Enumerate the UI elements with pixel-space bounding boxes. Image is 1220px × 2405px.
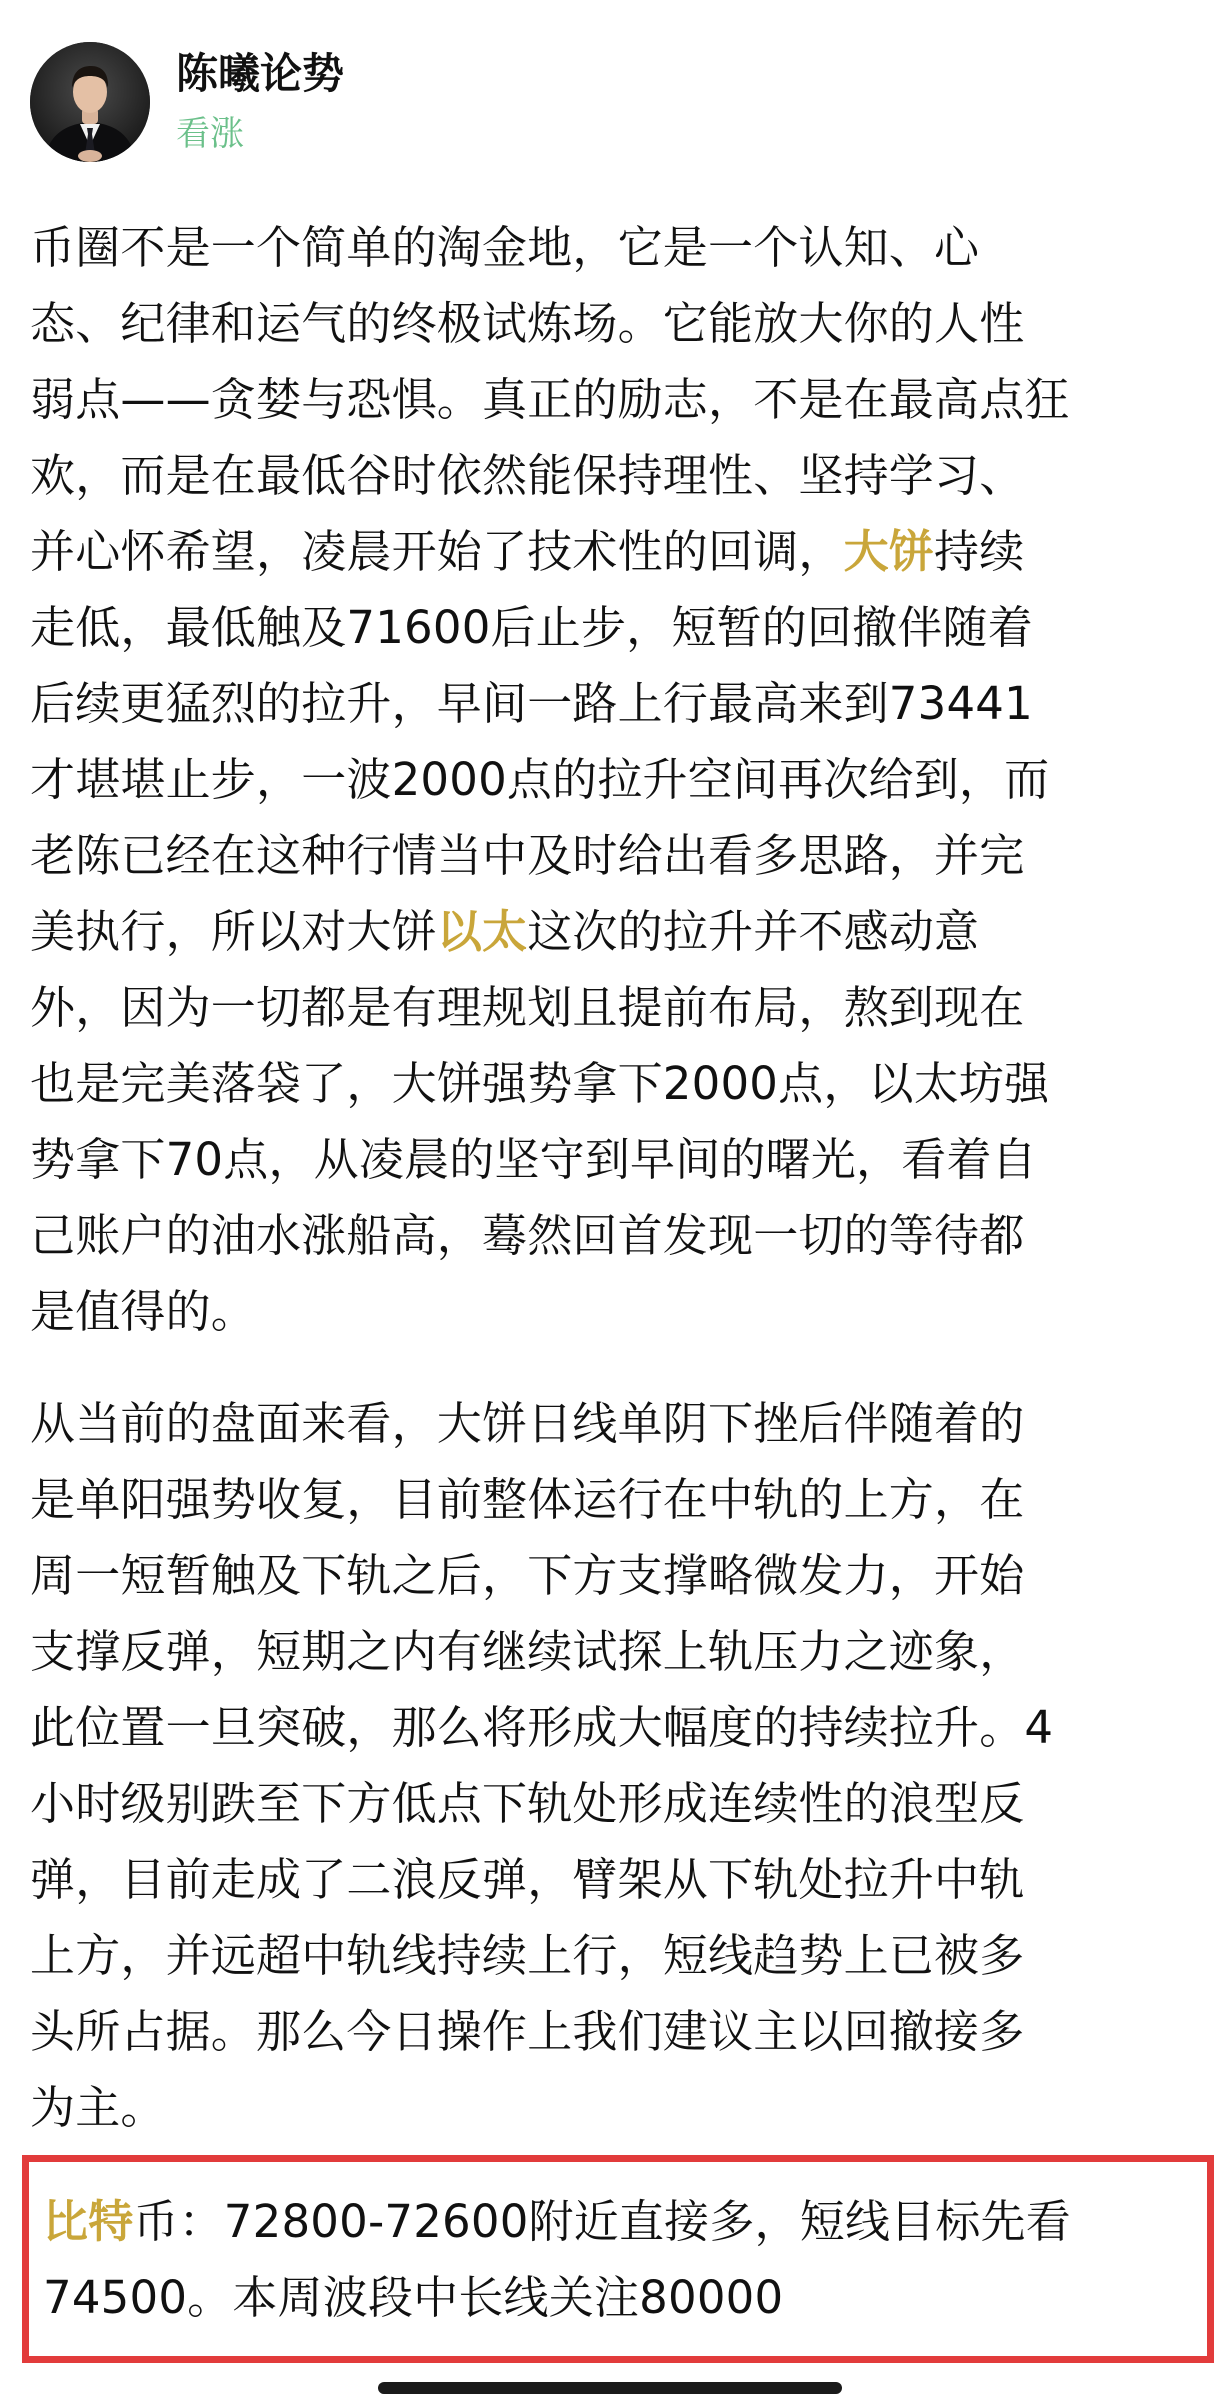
- text-segment: 也是完美落袋了，大饼强势拿下2000点，以太坊强: [30, 1057, 1050, 1110]
- text-line: [30, 1690, 1190, 1766]
- text-line: [30, 1614, 1190, 1690]
- text-line: [30, 894, 1190, 970]
- article-paragraph-1: [30, 210, 1190, 1350]
- trade-notice-text: [43, 2184, 1203, 2336]
- text-segment: 为主。: [30, 2081, 166, 2134]
- text-segment: 头所占据。那么今日操作上我们建议主以回撤接多: [30, 2005, 1025, 2058]
- text-line: [30, 818, 1190, 894]
- text-line: [43, 2260, 1203, 2336]
- text-segment: 才堪堪止步，一波2000点的拉升空间再次给到，而: [30, 753, 1050, 806]
- text-segment: 币圈不是一个简单的淘金地，它是一个认知、心: [30, 221, 980, 274]
- text-line: [30, 1918, 1190, 1994]
- text-line: [43, 2184, 1203, 2260]
- text-segment: 己账户的油水涨船高，蓦然回首发现一切的等待都: [30, 1209, 1025, 1262]
- home-indicator[interactable]: [378, 2382, 842, 2394]
- text-segment: 态、纪律和运气的终极试炼场。它能放大你的人性: [30, 297, 1025, 350]
- text-line: [30, 210, 1190, 286]
- text-segment: 弹，目前走成了二浪反弹，臂架从下轨处拉升中轨: [30, 1853, 1025, 1906]
- text-line: [30, 1842, 1190, 1918]
- text-line: [30, 970, 1190, 1046]
- text-line: [30, 1538, 1190, 1614]
- text-segment: 这次的拉升并不感动意: [527, 905, 980, 958]
- post-header: [30, 42, 1190, 164]
- text-line: [30, 1766, 1190, 1842]
- text-line: [30, 1198, 1190, 1274]
- text-segment: 支撑反弹，短期之内有继续试探上轨压力之迹象，: [30, 1625, 1025, 1678]
- text-line: [30, 742, 1190, 818]
- text-segment: 从当前的盘面来看，大饼日线单阴下挫后伴随着的: [30, 1397, 1025, 1450]
- highlighted-keyword: 以太: [436, 905, 528, 958]
- text-line: [30, 590, 1190, 666]
- text-line: [30, 1274, 1190, 1350]
- text-line: [30, 1994, 1190, 2070]
- text-line: [30, 286, 1190, 362]
- text-segment: 周一短暂触及下轨之后，下方支撑略微发力，开始: [30, 1549, 1025, 1602]
- text-segment: 此位置一旦突破，那么将形成大幅度的持续拉升。4: [30, 1701, 1054, 1754]
- text-segment: 走低，最低触及71600后止步，短暂的回撤伴随着: [30, 601, 1033, 654]
- author-name[interactable]: 陈曦论势: [176, 49, 345, 98]
- text-segment: 老陈已经在这种行情当中及时给出看多思路，并完: [30, 829, 1025, 882]
- text-line: [30, 1386, 1190, 1462]
- text-segment: 弱点——贪婪与恐惧。真正的励志，不是在最高点狂: [30, 373, 1070, 426]
- text-segment: 74500。本周波段中长线关注80000: [43, 2271, 784, 2324]
- text-segment: 币：72800-72600附近直接多，短线目标先看: [133, 2195, 1071, 2248]
- text-line: [30, 514, 1190, 590]
- text-segment: 持续: [934, 525, 1025, 578]
- text-line: [30, 1046, 1190, 1122]
- text-line: [30, 362, 1190, 438]
- person-avatar-icon: [30, 42, 150, 162]
- highlighted-keyword: 大饼: [843, 525, 935, 578]
- text-line: [30, 666, 1190, 742]
- text-line: [30, 2070, 1190, 2146]
- text-segment: 后续更猛烈的拉升，早间一路上行最高来到73441: [30, 677, 1033, 730]
- author-tag: 看涨: [176, 114, 244, 154]
- text-segment: 是单阳强势收复，目前整体运行在中轨的上方，在: [30, 1473, 1025, 1526]
- highlighted-keyword: 比特: [43, 2195, 134, 2248]
- text-line: [30, 1462, 1190, 1538]
- text-line: [30, 438, 1190, 514]
- text-line: [30, 1122, 1190, 1198]
- trade-notice-box: [22, 2155, 1214, 2363]
- text-segment: 并心怀希望，凌晨开始了技术性的回调，: [30, 525, 844, 578]
- author-avatar[interactable]: [30, 42, 150, 162]
- text-segment: 美执行，所以对大饼: [30, 905, 437, 958]
- text-segment: 外，因为一切都是有理规划且提前布局，熬到现在: [30, 981, 1025, 1034]
- article-paragraph-2: [30, 1386, 1190, 2146]
- text-segment: 欢，而是在最低谷时依然能保持理性、坚持学习、: [30, 449, 1025, 502]
- text-segment: 势拿下70点，从凌晨的坚守到早间的曙光，看着自: [30, 1133, 1037, 1186]
- text-segment: 是值得的。: [30, 1285, 257, 1338]
- text-segment: 上方，并远超中轨线持续上行，短线趋势上已被多: [30, 1929, 1025, 1982]
- text-segment: 小时级别跌至下方低点下轨处形成连续性的浪型反: [30, 1777, 1025, 1830]
